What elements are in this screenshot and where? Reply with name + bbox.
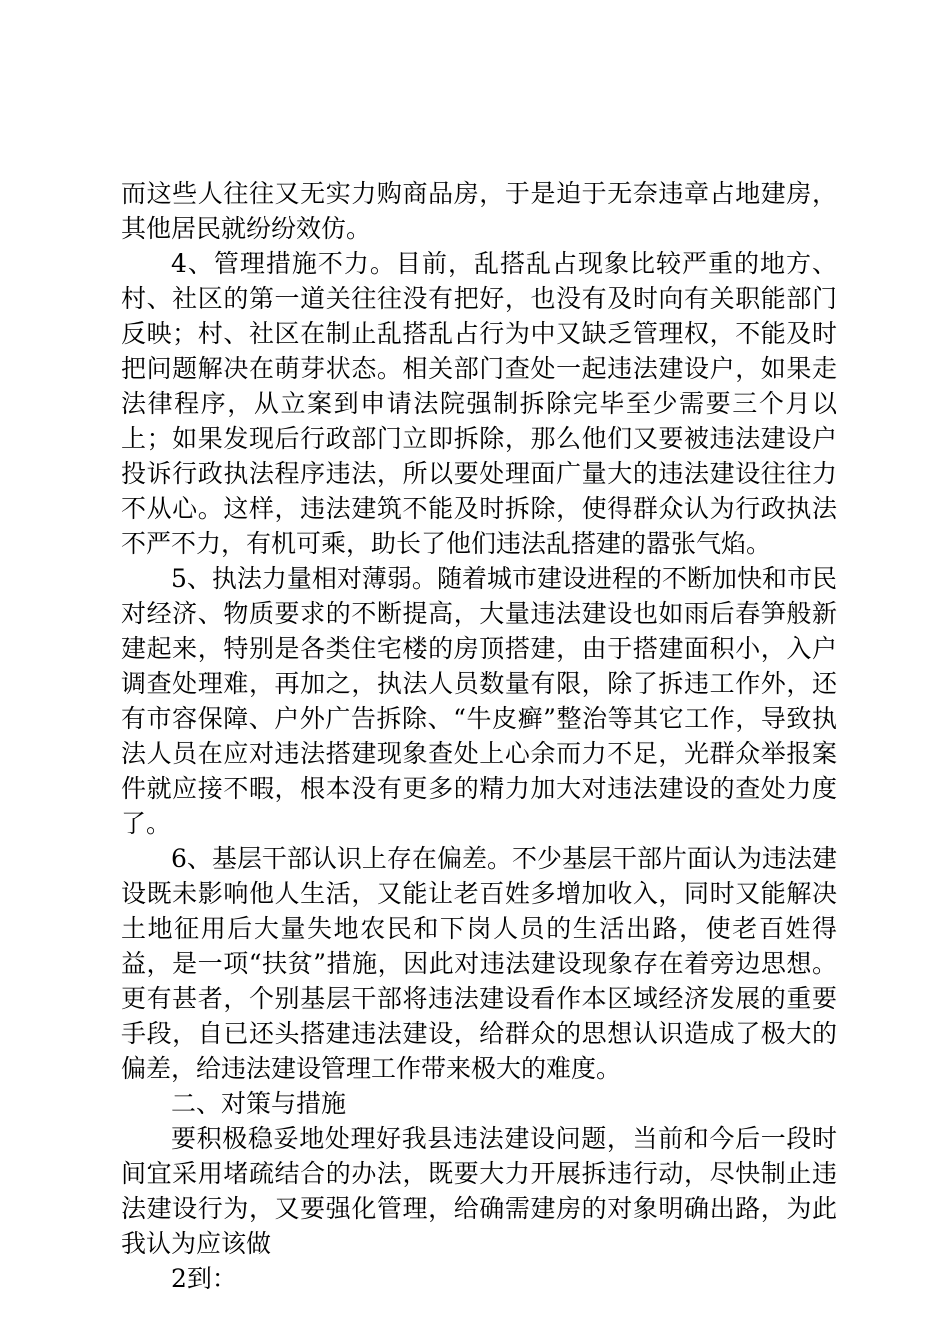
paragraph-continuation: 而这些人往往又无实力购商品房，于是迫于无奈违章占地建房，其他居民就纷纷效仿。 [121,179,837,243]
section-heading-countermeasures: 二、对策与措施 [171,1089,347,1118]
paragraph-enforcement-strength: 5、执法力量相对薄弱。随着城市建设进程的不断加快和市民对经济、物质要求的不断提高，大量违法建设也如雨后春笋般新建起来，特别是各类住宅楼的房顶搭建，由于搭建面积小，入户调查处理难，再加之，执法人员数量有限，除了拆违工作外，还有市容保障、户外广告拆除、“牛皮癣”整治等其它工作，导致执法人员在应对违法搭建现象查处上心余而力不足，光群众举报案件就应接不暇，根本没有更多的精力加大对违法建设的查处力度了。 [121,564,837,838]
paragraph-fragment: 2到： [171,1264,237,1293]
paragraph-management-measures: 4、管理措施不力。目前，乱搭乱占现象比较严重的地方、村、社区的第一道关往往没有把好，也没有及时向有关职能部门反映；村、社区在制止乱搭乱占行为中又缺乏管理权，不能及时把问题解决在萌芽状态。相关部门查处一起违法建设户，如果走法律程序，从立案到申请法院强制拆除完毕至少需要三个月以上；如果发现后行政部门立即拆除，那么他们又要被违法建设户投诉行政执法程序违法，所以要处理面广量大的违法建设往往力不从心。这样，违法建筑不能及时拆除，使得群众认为行政执法不严不力，有机可乘，助长了他们违法乱搭建的嚣张气焰。 [121,249,837,558]
paragraph-countermeasures-intro: 要积极稳妥地处理好我县违法建设问题，当前和今后一段时间宜采用堵疏结合的办法，既要大力开展拆违行动，尽快制止违法建设行为，又要强化管理，给确需建房的对象明确出路，为此我认为应该做 [121,1124,837,1258]
document-body [121,176,837,1296]
paragraph-cadre-awareness: 6、基层干部认识上存在偏差。不少基层干部片面认为违法建设既未影响他人生活，又能让老百姓多增加收入，同时又能解决土地征用后大量失地农民和下岗人员的生活出路，使老百姓得益，是一项“扶贫”措施，因此对违法建设现象存在着旁边思想。更有甚者，个别基层干部将违法建设看作本区域经济发展的重要手段，自已还头搭建违法建设，给群众的思想认识造成了极大的偏差，给违法建设管理工作带来极大的难度。 [121,844,837,1083]
